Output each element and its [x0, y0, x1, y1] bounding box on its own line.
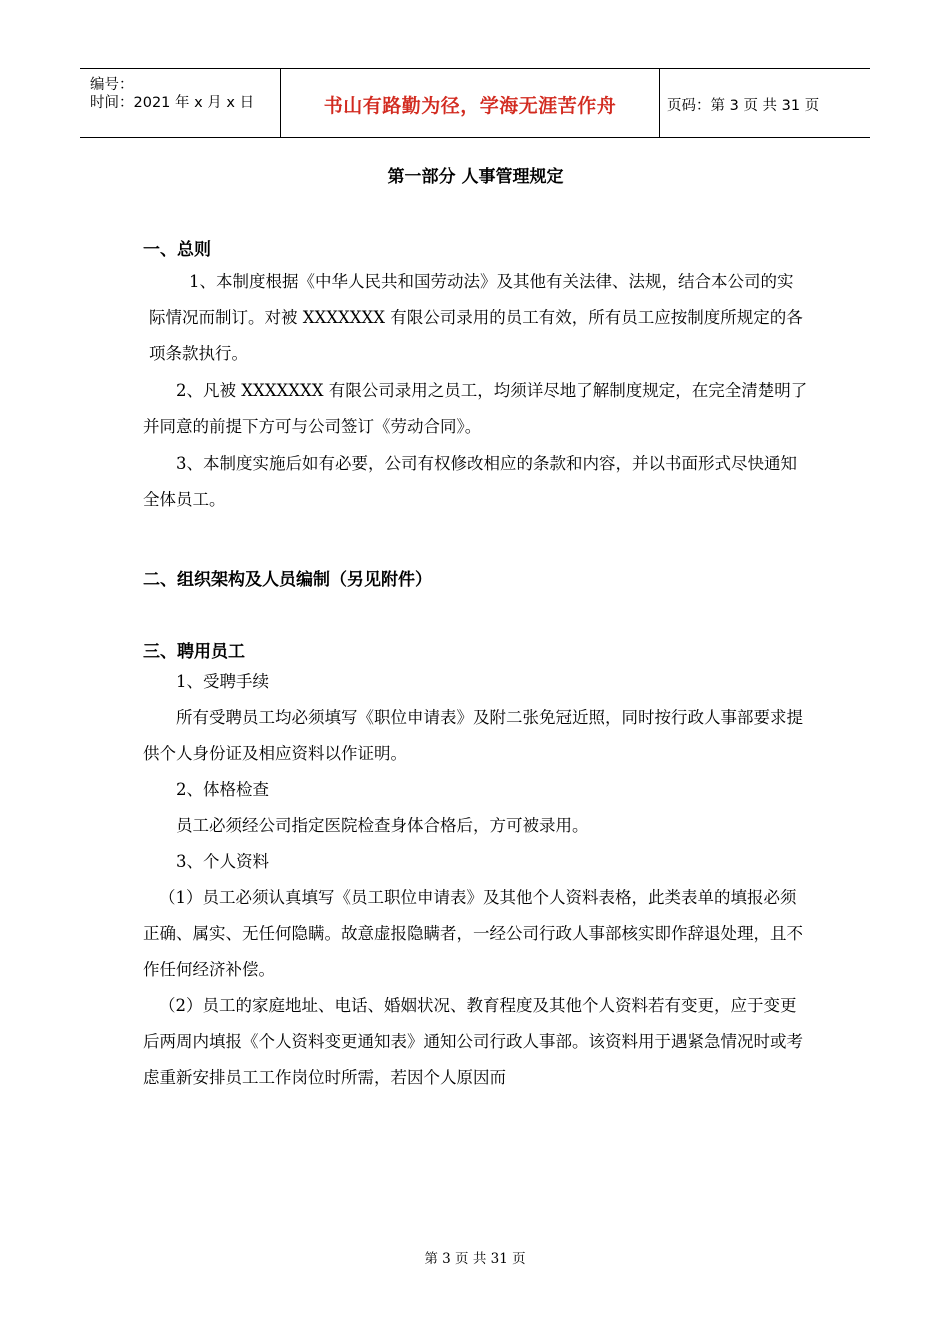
section-title-general: 一、总则 [143, 240, 211, 260]
hiring-sub-3-paragraph-1: （1）员工必须认真填写《员工职位申请表》及其他个人资料表格，此类表单的填报必须正确、属实、无任何隐瞒。故意虚报隐瞒者，一经公司行政人事部核实即作辞退处理，且不作任何经济补偿。 [143, 888, 803, 979]
hiring-sub-1-text: 所有受聘员工均必须填写《职位申请表》及附二张免冠近照，同时按行政人事部要求提供个人身份证及相应资料以作证明。 [143, 708, 803, 763]
header-number-label: 编号： [90, 77, 134, 93]
section-title-hiring: 三、聘用员工 [143, 642, 245, 662]
header-page-info: 页码：第 3 页 共 31 页 [667, 98, 820, 114]
hiring-sub-1-title: 1、受聘手续 [176, 672, 269, 691]
part-title: 第一部分 人事管理规定 [387, 167, 564, 187]
general-paragraph-2: 2、凡被 XXXXXXX 有限公司录用之员工，均须详尽地了解制度规定，在完全清楚明了并同意的前提下方可与公司签订《劳动合同》。 [143, 381, 808, 436]
header-meta [80, 69, 280, 137]
hiring-sub-2-text: 员工必须经公司指定医院检查身体合格后，方可被录用。 [176, 816, 589, 835]
header-motto: 书山有路勤为径，学海无涯苦作舟 [323, 95, 617, 117]
general-paragraph-3: 3、本制度实施后如有必要，公司有权修改相应的条款和内容，并以书面形式尽快通知全体员工。 [143, 454, 797, 509]
general-paragraph-1: 1、本制度根据《中华人民共和国劳动法》及其他有关法律、法规，结合本公司的实际情况而制订。对被 XXXXXXX 有限公司录用的员工有效，所有员工应按制度所规定的各项条款执行。 [149, 272, 803, 363]
header-time-label: 时间：2021 年 x 月 x 日 [90, 95, 255, 111]
hiring-sub-2-title: 2、体格检查 [176, 780, 269, 799]
page-header [80, 68, 870, 138]
header-motto-cell [280, 69, 660, 137]
hiring-sub-3-title: 3、个人资料 [176, 852, 269, 871]
hiring-sub-3-paragraph-2: （2）员工的家庭地址、电话、婚姻状况、教育程度及其他个人资料若有变更，应于变更后两周内填报《个人资料变更通知表》通知公司行政人事部。该资料用于遇紧急情况时或考虑重新安排员工工作岗位时所需，若因个人原因而 [143, 996, 803, 1087]
section-title-org: 二、组织架构及人员编制（另见附件） [143, 570, 432, 590]
header-page-cell [659, 69, 870, 137]
page-footer: 第 3 页 共 31 页 [424, 1251, 526, 1267]
